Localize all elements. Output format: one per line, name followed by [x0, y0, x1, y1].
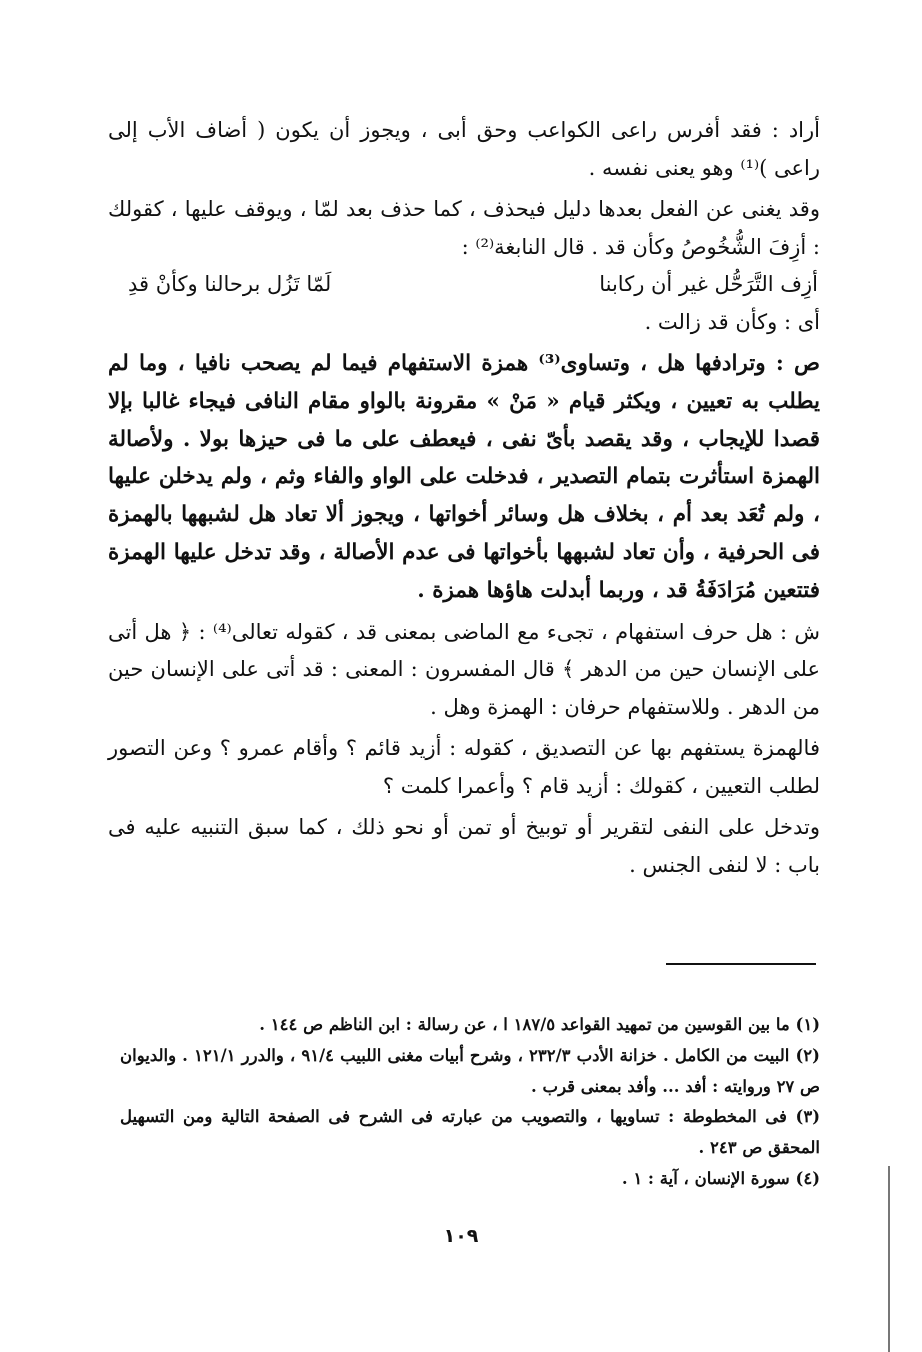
verse-second-hemistich: لَمّا تَزُل برحالنا وكأنْ قدِ: [128, 272, 332, 296]
sharh-paragraph-3: وتدخل على النفى لتقرير أو توبيخ أو تمن أو نحو ذلك ، كما سبق التنبيه عليه فى باب : لا لنفى الجنس .: [108, 815, 820, 877]
verse-first-hemistich: أزِف التَّرَحُّل غير أن ركابنا: [599, 272, 818, 296]
sharh-paragraph-2: فالهمزة يستفهم بها عن التصديق ، كقوله : أزيد قائم ؟ وأقام عمرو ؟ وعن التصور لطلب التعيين ، كقولك : أزيد قام ؟ وأعمرا كلمت ؟: [108, 736, 820, 798]
footnotes: [120, 1010, 820, 1195]
footnote-3: (٣) فى المخطوطة : تساويها ، والتصويب من عبارته فى الشرح فى الصفحة التالية ومن التسهيل المحقق ص ٢٤٣ .: [120, 1107, 820, 1158]
footnote-4: (٤) سورة الإنسان ، آية : ١ .: [621, 1168, 820, 1188]
after-verse-line: أى : وكأن قد زالت .: [644, 309, 820, 334]
footnote-2: (٢) البيت من الكامل . خزانة الأدب ٢٣٢/٣ ، وشرح أبيات مغنى اللبيب ٩١/٤ ، والدرر ١٢١/١ . والديوان ص ٢٧ وروايته : أفد ... وأفد بمعنى قرب .: [120, 1045, 820, 1096]
main-text: [108, 112, 820, 884]
scan-edge-line: [888, 1166, 890, 1352]
paragraph-2: وقد يغنى عن الفعل بعدها دليل فيحذف ، كما حذف بعد لمّا ، ويوقف عليها ، كقولك : أزِفَ الشُّخُوصُ وكأن قد . قال النابغة⁽²⁾ :: [108, 197, 820, 259]
footnote-divider: [666, 963, 816, 965]
poetry-verse: [108, 266, 820, 304]
sharh-paragraph-1: ش : هل حرف استفهام ، تجىء مع الماضى بمعنى قد ، كقوله تعالى⁽⁴⁾ : ﴿ هل أتى على الإنسان حين من الدهر ﴾ قال المفسرون : المعنى : قد أتى على الإنسان حين من الدهر . وللاستفهام حرفان : الهمزة وهل .: [108, 619, 821, 719]
footnote-1: (١) ما بين القوسين من تمهيد القواعد ١٨٧/٥ ا ، عن رسالة : ابن الناظم ص ١٤٤ .: [259, 1015, 820, 1034]
page-number: ١٠٩: [443, 1225, 479, 1247]
matn-paragraph: ص : وترادفها هل ، وتساوى⁽³⁾ همزة الاستفهام فيما لم يصحب نافيا ، وما لم يطلب به تعيين ، ويكثر قيام « مَنْ » مقرونة بالواو مقام النافى فيجاء غالبا بإلا قصدا للإيجاب ، وقد يقصد بأىّ نفى ، فيعطف على ما فى حيزها بولا . ولأصالة الهمزة استأثرت بتمام التصدير ، فدخلت على الواو والفاء وثم ، ولم يدخلن عليها ، ولم تُعَد بعد أم ، بخلاف هل وسائر أخواتها ، ويجوز ألا تعاد هل لشبهها بالهمزة فى الحرفية ، وأن تعاد لشبهها بأخواتها فى عدم الأصالة ، وقد تدخل عليها الهمزة فتتعين مُرَادَفَةُ قد ، وربما أبدلت هاؤها همزة .: [108, 351, 820, 603]
paragraph-1: أراد : فقد أفرس راعى الكواعب وحق أبى ، ويجوز أن يكون ( أضاف الأب إلى راعى )⁽¹⁾ وهو يعنى نفسه .: [108, 118, 820, 180]
